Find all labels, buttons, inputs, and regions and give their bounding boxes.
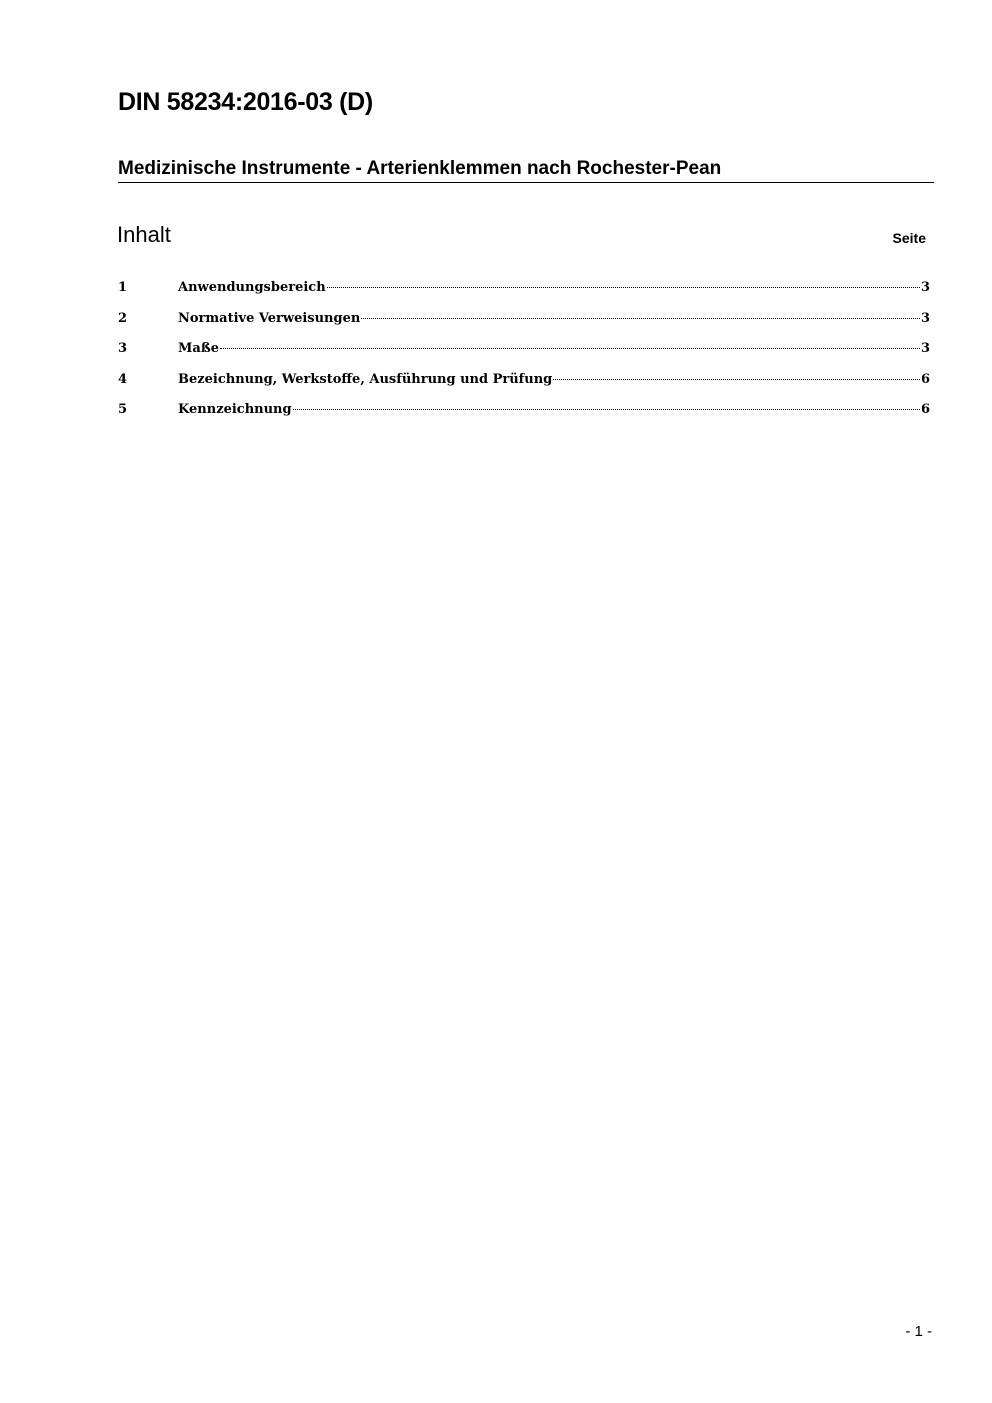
toc-entry[interactable] [118, 372, 930, 403]
toc-entry[interactable] [118, 341, 930, 372]
toc-entry-page: 3 [920, 341, 930, 356]
toc-dot-leader [361, 318, 920, 319]
toc-entry-label: Anwendungsbereich [178, 280, 326, 295]
toc-entry-number: 1 [118, 280, 128, 295]
toc-entry-page: 6 [920, 371, 930, 387]
toc-entry-number: 5 [118, 402, 128, 417]
toc-entry[interactable] [118, 280, 930, 311]
toc-dot-leader [327, 287, 920, 288]
table-of-contents [118, 280, 930, 433]
footer-page-number: - 1 - [905, 1323, 932, 1340]
toc-entry-page: 3 [920, 310, 930, 326]
toc-heading: Inhalt [117, 222, 171, 247]
toc-entry-page: 3 [920, 280, 930, 295]
toc-entry-page: 6 [920, 402, 930, 417]
toc-entry[interactable] [118, 311, 930, 342]
toc-entry-label: Normative Verweisungen [178, 310, 361, 326]
toc-dot-leader [220, 348, 920, 349]
toc-entry-number: 4 [118, 371, 128, 387]
toc-entry-label: Bezeichnung, Werkstoffe, Ausführung und Prüfung [178, 371, 553, 387]
toc-page-column-label: Seite [892, 230, 926, 246]
toc-entry-label: Kennzeichnung [178, 402, 292, 417]
toc-entry-number: 2 [118, 310, 128, 326]
toc-dot-leader [553, 379, 920, 380]
document-title: Medizinische Instrumente - Arterienklemmen nach Rochester-Pean [118, 158, 934, 183]
document-id: DIN 58234:2016-03 (D) [118, 88, 373, 116]
toc-entry-number: 3 [118, 341, 128, 356]
toc-entry-label: Maße [178, 341, 219, 356]
toc-entry[interactable] [118, 402, 930, 433]
toc-dot-leader [293, 409, 920, 410]
